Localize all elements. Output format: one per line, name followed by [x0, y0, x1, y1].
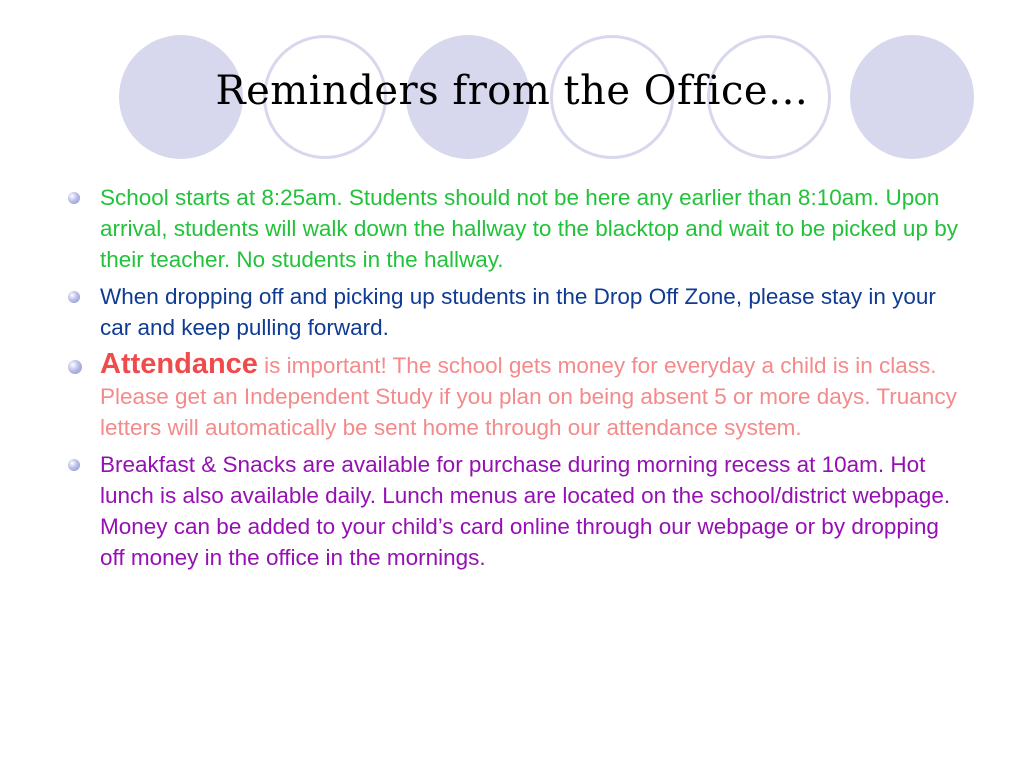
bullet-item-attendance [66, 349, 966, 443]
bullet-list [66, 182, 966, 579]
bullet-text: is important! The school gets money for everyday a child is in class. Please get an Independent Study if you plan on being absent 5 or more days. Truancy letters will automatically be sent home through our attendance system. [100, 353, 957, 440]
bullet-text: Breakfast & Snacks are available for purchase during morning recess at 10am. Hot lunch is also available daily. Lunch menus are located on the school/district webpage. Money can be added to your child’s card online through our webpage or by dropping off money in the office in the mornings. [100, 452, 951, 570]
bullet-item-drop-off [66, 281, 966, 343]
bullet-text: When dropping off and picking up students in the Drop Off Zone, please stay in your car and keep pulling forward. [100, 284, 936, 340]
circle-bullet-icon [68, 291, 80, 303]
circle-bullet-icon [68, 459, 80, 471]
bullet-item-breakfast [66, 449, 966, 573]
bullet-text: School starts at 8:25am. Students should not be here any earlier than 8:10am. Upon arrival, students will walk down the hallway to the blacktop and wait to be picked up by their teacher. No students in the hallway. [100, 185, 958, 272]
circle-bullet-icon [68, 360, 82, 374]
slide-title: Reminders from the Office… [215, 68, 809, 114]
circle-bullet-icon [68, 192, 80, 204]
bullet-emphasis: Attendance [100, 348, 258, 380]
bullet-item-arrival [66, 182, 966, 275]
